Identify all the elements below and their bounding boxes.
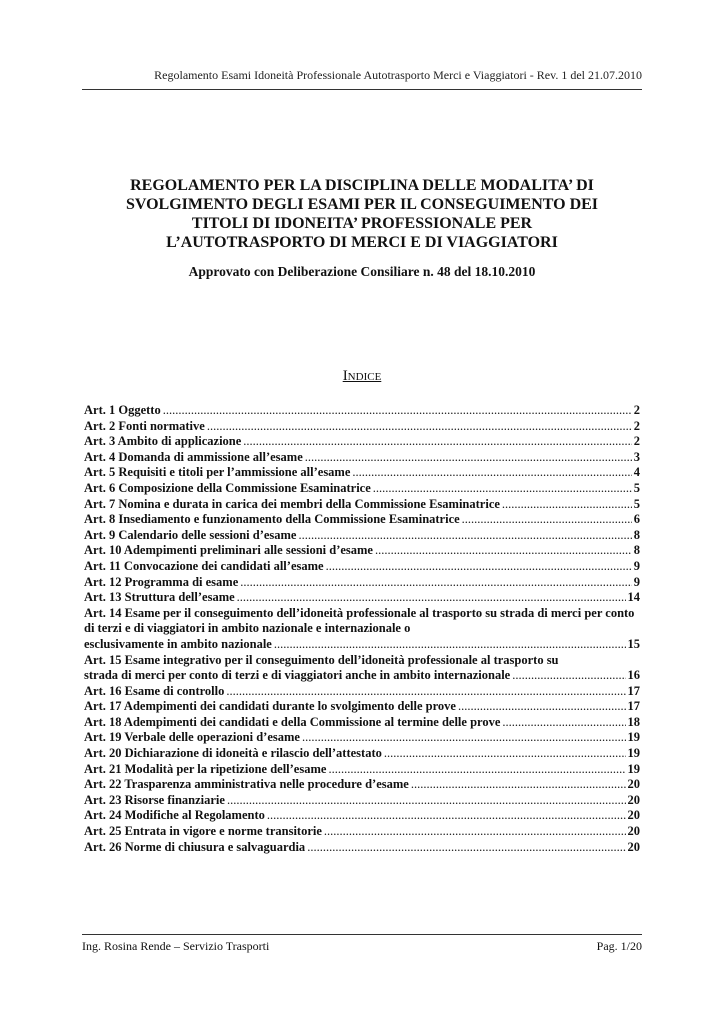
toc-entry[interactable] [84,746,640,762]
toc-dot-leader [267,808,626,824]
toc-entry[interactable] [84,419,640,435]
toc-entry-label: Art. 17 Adempimenti dei candidati durante lo svolgimento delle prove [84,699,456,714]
toc-dot-leader [307,840,625,856]
toc-entry[interactable] [84,715,640,731]
toc-entry[interactable] [84,699,640,715]
toc-entry[interactable] [84,512,640,528]
toc-entry[interactable] [84,465,640,481]
toc-entry-label: Art. 8 Insediamento e funzionamento della Commissione Esaminatrice [84,512,460,527]
footer-page-number: Pag. 1/20 [596,939,642,953]
toc-entry-label: esclusivamente in ambito nazionale [84,636,272,651]
toc-entry-page: 20 [627,808,640,823]
toc-entry[interactable] [84,824,640,840]
toc-entry-label: Art. 13 Struttura dell’esame [84,590,235,605]
toc-entry-label-lead: Art. 14 Esame per il conseguimento dell’idoneità professionale al trasporto su strada di merci per conto di terzi e di viaggiatori in ambito nazionale e internazionale o [84,605,635,636]
toc-entry[interactable] [84,684,640,700]
toc-entry[interactable] [84,450,640,466]
toc-dot-leader [502,715,625,731]
toc-entry-page: 2 [633,434,640,449]
toc-dot-leader [328,762,625,778]
toc-entry-page: 16 [627,668,640,683]
toc-entry[interactable] [84,730,640,746]
page-header: Regolamento Esami Idoneità Professionale Autotrasporto Merci e Viaggiatori - Rev. 1 del 21.07.2010 [82,68,642,90]
toc-entry-page: 19 [627,746,640,761]
toc-entry[interactable] [84,497,640,513]
toc-entry-page: 19 [627,761,640,776]
toc-dot-leader [458,699,626,715]
toc-entry-page: 20 [627,792,640,807]
toc-dot-leader [226,684,625,700]
toc-entry[interactable] [84,793,640,809]
toc-entry-label: Art. 1 Oggetto [84,403,161,417]
toc-dot-leader [373,481,632,497]
toc-entry-label: Art. 22 Trasparenza amministrativa nelle procedure d’esame [84,777,409,792]
toc-entry-label: Art. 4 Domanda di ammissione all’esame [84,449,303,464]
toc-dot-leader [411,777,626,793]
toc-entry-page: 9 [633,558,640,573]
toc-entry-label: Art. 7 Nomina e durata in carica dei membri della Commissione Esaminatrice [84,496,500,511]
toc-entry-page: 14 [627,590,640,605]
toc-entry-page: 17 [627,683,640,698]
toc-dot-leader [207,419,632,435]
toc-entry-page: 18 [627,714,640,729]
toc-entry-page: 3 [633,449,640,464]
toc-entry-label: Art. 16 Esame di controllo [84,683,225,698]
toc-dot-leader [237,590,626,606]
toc-entry[interactable] [84,575,640,591]
toc-dot-leader [298,528,631,544]
toc-dot-leader [302,730,626,746]
toc-entry-page: 5 [633,496,640,511]
toc-entry-label: Art. 9 Calendario delle sessioni d’esame [84,527,297,542]
toc-entry-page: 17 [627,699,640,714]
toc-entry-label: strada di merci per conto di terzi e di viaggiatori anche in ambito internazionale [84,668,511,683]
toc-entry[interactable] [84,762,640,778]
toc-entry-page: 8 [633,527,640,542]
toc-entry-label: Art. 23 Risorse finanziarie [84,792,225,807]
toc-entry[interactable] [84,528,640,544]
toc-entry-label: Art. 18 Adempimenti dei candidati e della Commissione al termine delle prove [84,714,501,729]
toc-dot-leader [305,450,632,466]
toc-entry[interactable] [84,808,640,824]
toc-entry-page: 6 [633,512,640,527]
toc-entry[interactable] [84,840,640,856]
toc-entry-label: Art. 2 Fonti normative [84,418,205,433]
toc-entry[interactable] [84,434,640,450]
toc-dot-leader [240,575,632,591]
toc-entry-page: 20 [627,777,640,792]
toc-entry[interactable] [84,777,640,793]
table-of-contents [84,403,640,855]
toc-dot-leader [462,512,632,528]
toc-entry[interactable] [84,559,640,575]
approval-note: Approvato con Deliberazione Consiliare n. 48 del 18.10.2010 [188,264,536,279]
toc-entry-label: Art. 11 Convocazione dei candidati all’esame [84,558,324,573]
footer-author: Ing. Rosina Rende – Servizio Trasporti [82,939,270,953]
toc-entry[interactable] [84,481,640,497]
toc-entry-label: Art. 6 Composizione della Commissione Esaminatrice [84,480,371,495]
toc-entry-label: Art. 19 Verbale delle operazioni d’esame [84,730,300,745]
toc-entry-label: Art. 5 Requisiti e titoli per l’ammissione all’esame [84,465,351,480]
toc-entry-page: 20 [627,824,640,839]
toc-entry-page: 15 [627,636,640,651]
toc-entry-page: 8 [633,543,640,558]
toc-entry-page: 20 [627,839,640,854]
toc-dot-leader [384,746,626,762]
toc-entry-label: Art. 26 Norme di chiusura e salvaguardia [84,839,306,854]
toc-dot-leader [243,434,631,450]
toc-entry-page: 5 [633,480,640,495]
toc-dot-leader [326,559,632,575]
toc-entry-label: Art. 25 Entrata in vigore e norme transitorie [84,824,322,839]
toc-entry[interactable] [84,543,640,559]
toc-entry-label-lead: Art. 15 Esame integrativo per il conseguimento dell’idoneità professionale al trasporto su [84,652,559,667]
toc-entry-page: 9 [633,574,640,589]
toc-entry-page: 2 [633,403,640,417]
toc-dot-leader [502,497,632,513]
toc-dot-leader [227,793,626,809]
toc-entry-label: Art. 24 Modifiche al Regolamento [84,808,265,823]
toc-dot-leader [512,668,625,684]
index-heading: Indice [342,368,382,384]
document-title: REGOLAMENTO PER LA DISCIPLINA DELLE MODALITA’ DI SVOLGIMENTO DEGLI ESAMI PER IL CONSEGUIMENTO DEI TITOLI DI IDONEITA’ PROFESSIONALE PER L’AUTOTRASPORTO DI MERCI E DI VIAGGIATORI [125,177,599,251]
toc-entry[interactable] [84,606,640,653]
toc-dot-leader [352,465,631,481]
toc-entry[interactable] [84,403,640,419]
toc-dot-leader [375,543,632,559]
toc-dot-leader [163,403,632,419]
toc-entry-page: 19 [627,730,640,745]
toc-entry[interactable] [84,590,640,606]
page-footer [82,934,642,954]
toc-entry-label: Art. 12 Programma di esame [84,574,239,589]
toc-dot-leader [324,824,626,840]
toc-entry-label: Art. 20 Dichiarazione di idoneità e rilascio dell’attestato [84,746,382,761]
toc-entry-page: 4 [633,465,640,480]
toc-entry-label: Art. 3 Ambito di applicazione [84,434,242,449]
toc-entry-label: Art. 21 Modalità per la ripetizione dell’esame [84,761,327,776]
toc-dot-leader [274,637,626,653]
toc-entry-page: 2 [633,418,640,433]
toc-entry-label: Art. 10 Adempimenti preliminari alle sessioni d’esame [84,543,373,558]
toc-entry[interactable] [84,653,640,684]
